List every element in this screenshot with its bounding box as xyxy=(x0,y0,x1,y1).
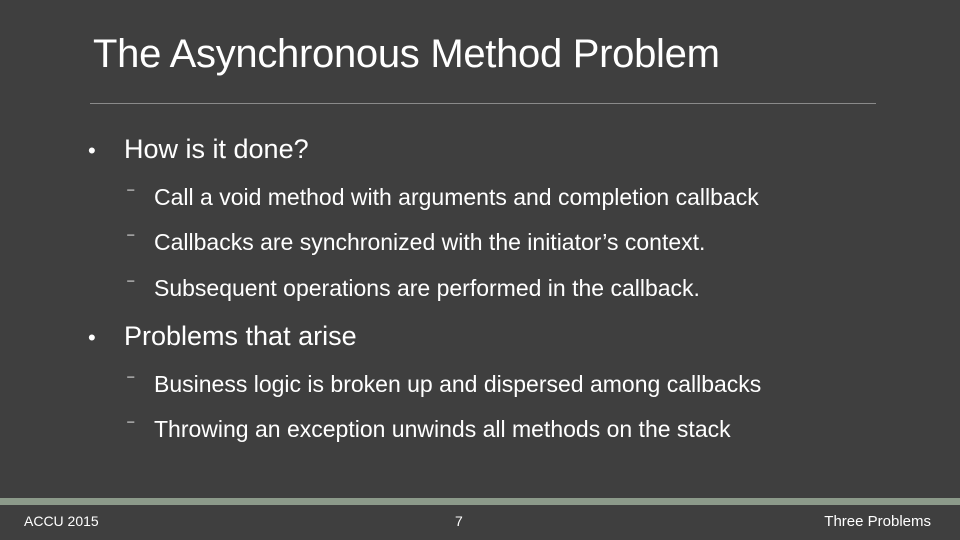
subitem-1-3 xyxy=(126,273,700,303)
bullet-1 xyxy=(88,133,309,167)
bullet-2-text: Problems that arise xyxy=(124,321,357,351)
slide-title: The Asynchronous Method Problem xyxy=(93,32,720,76)
subitem-1-2-text: Callbacks are synchronized with the initiator’s context. xyxy=(154,229,706,255)
bullet-dot-1: • xyxy=(88,138,96,163)
subitem-1-2 xyxy=(126,227,705,257)
footer-event-label: ACCU 2015 xyxy=(24,513,99,529)
subitem-1-1-text: Call a void method with arguments and completion callback xyxy=(154,184,759,210)
sub-dash-1-1: ⁻ xyxy=(126,183,136,203)
subitem-2-1 xyxy=(126,369,761,399)
footer-page-number: 7 xyxy=(455,513,463,529)
bullet-1-text: How is it done? xyxy=(124,134,309,164)
title-divider xyxy=(90,103,876,104)
subitem-2-2-text: Throwing an exception unwinds all methods on the stack xyxy=(154,416,731,442)
bullet-dot-2: • xyxy=(88,325,96,350)
sub-dash-2-1: ⁻ xyxy=(126,370,136,390)
subitem-1-3-text: Subsequent operations are performed in the callback. xyxy=(154,275,700,301)
sub-dash-2-2: ⁻ xyxy=(126,415,136,435)
footer-section-label: Three Problems xyxy=(824,513,931,530)
bullet-2 xyxy=(88,320,357,354)
sub-dash-1-2: ⁻ xyxy=(126,228,136,248)
subitem-2-1-text: Business logic is broken up and dispersed among callbacks xyxy=(154,371,762,397)
footer-bar xyxy=(0,498,960,505)
sub-dash-1-3: ⁻ xyxy=(126,274,136,294)
subitem-1-1 xyxy=(126,182,759,212)
subitem-2-2 xyxy=(126,414,731,444)
